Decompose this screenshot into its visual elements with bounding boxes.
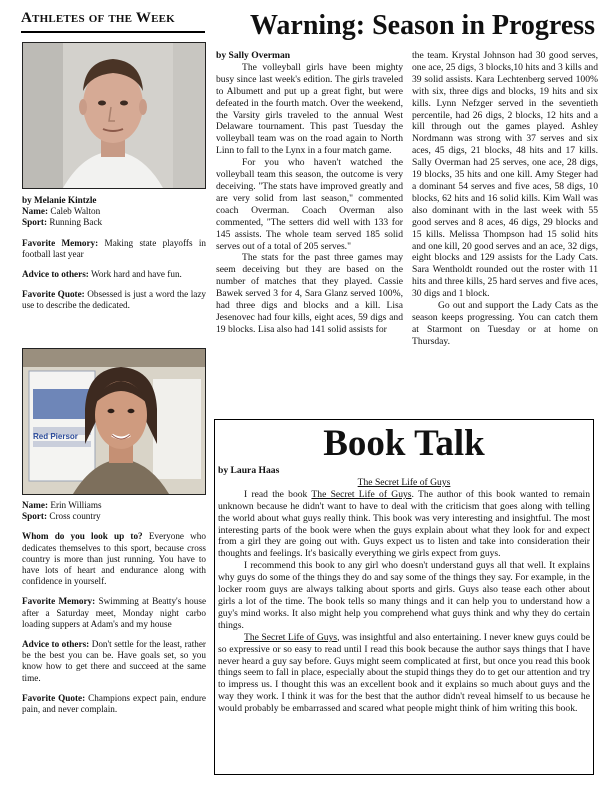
athlete1-portrait bbox=[23, 43, 205, 188]
article-headline: Warning: Season in Progress bbox=[249, 10, 596, 41]
athlete2-poster-text: Red Piersor bbox=[33, 432, 78, 441]
athlete2-sport: Sport: Cross country bbox=[22, 511, 101, 522]
athlete2-portrait bbox=[23, 349, 205, 494]
booktalk-body bbox=[218, 465, 590, 715]
athlete1-byline: by Melanie Kintzle bbox=[22, 195, 97, 205]
athlete2-advice: Advice to others: Don't settle for the least, rather be the best you can be. Have goals set, so you know how to get there and succeed at the same time. bbox=[22, 639, 206, 683]
athlete2-name: Name: Erin Williams bbox=[22, 500, 102, 510]
athlete2-photo bbox=[22, 348, 206, 495]
athlete2-info bbox=[22, 500, 206, 715]
booktalk-paragraph-2: I recommend this book to any girl who doesn't understand guys all that well. It explains why guys do some of the things they do and say some of the things they say. For example, in the locker room guys are always talking about sports and girls. Guys also tease each other about girls a lot of the time. The book tells so many things and it can help you to understand how a guy's mind works. It also might help you comprehend what guys think and why they do certain things. bbox=[218, 560, 590, 631]
article-column-2 bbox=[412, 50, 598, 348]
athlete1-info bbox=[22, 195, 206, 312]
athlete1-photo bbox=[22, 42, 206, 189]
athlete1-advice: Advice to others: Work hard and have fun. bbox=[22, 269, 182, 280]
athlete1-sport: Sport: Running Back bbox=[22, 217, 103, 228]
athlete2-lookup: Whom do you look up to? Everyone who dedicates themselves to this sport, because cross country is more than just running. You have to have lots of heart and endurance along with confidence in yourself. bbox=[22, 531, 206, 587]
athlete1-memory: Favorite Memory: Making state playoffs in football last year bbox=[22, 237, 207, 259]
booktalk-byline: by Laura Haas bbox=[218, 465, 280, 476]
article-paragraph: the team. Krystal Johnson had 30 good serves, one ace, 25 digs, 3 blocks,10 hits and 3 kills and 39 solid assists. Kara Lechtenberg served 100% with six, three digs and blocks, 19 hits and six kills. Lynn Nefzger served in the seventieth percentile, had 26 digs, 2 blocks, 12 hits and a kill through out the games played. Ashley Nordmann was strong with 37 serves and six aces, 45 digs, 21 blocks, 48 hits and 17 kills. Sally Overman had 25 serves, one ace, 28 digs, 19 blocks, 35 hits and one kill. Amy Steger had a dominant 54 serves and five aces, 58 digs, 10 blocks, 62 hits and 16 solid kills. Kim Wall was also dominant with in the last week with 55 good serves and 8 aces, 46 digs, 29 blocks and 15 kills. Melissa Thompson had 15 solid hits and one kill, 20 good serves and an ace, 32 digs, eight blocks and 129 assists for the Lady Cats. Sara Wentholdt rounded out the roster with 11 hits and three kills, 25 hard serves and five aces, 30 digs and 1 block. bbox=[412, 50, 598, 300]
article-paragraph: For you who haven't watched the volleyball team this season, the outcome is very deceiving. "The stats have improved greatly and are very solid from last season," commented coach Overman. Coach Overman also commented, "The setters did well with 133 for 145 assists. The whole team served 185 solid serves out of a total of 205 serves." bbox=[216, 157, 403, 252]
athlete2-quote: Favorite Quote: Champions expect pain, endure pain, and never complain. bbox=[22, 692, 206, 715]
article-paragraph: Go out and support the Lady Cats as the season keeps progressing. You can catch them at Starmont on Tuesday or at home on Thursday. bbox=[412, 300, 598, 347]
booktalk-title: Book Talk bbox=[323, 423, 485, 464]
booktalk-book-title-inline: The Secret Life of Guys bbox=[311, 488, 412, 500]
article-column-1 bbox=[216, 50, 403, 336]
athlete2-memory: Favorite Memory: Swimming at Beatty's house after a Saturday meet, Monday night carbo loading suppers at Adam's and my house bbox=[22, 596, 207, 629]
booktalk-paragraph-1: I read the book The Secret Life of Guys. The author of this book wanted to remain unknown because he didn't want to have to deal with the criticism that goes along with telling the world about what guys really think. This book was very interesting and insightful. The most interesting parts of the book were when the guys explain about what they look for and expect from a girl they are going out with. Guys expect us to listen and take into consideration their thoughts and feelings. It's basically everything we girls expect from guys. bbox=[218, 488, 590, 560]
booktalk-book-title-inline: The Secret Life of Guys bbox=[244, 631, 338, 643]
article-byline: by Sally Overman bbox=[216, 50, 291, 61]
article-paragraph: The volleyball girls have been mighty busy since last week's edition. The girls traveled to Albumett and put up a great fight, but were defeated in the fourth match. Over the weekend, the Varsity girls traveled to the annual West Delaware tournament. This past Tuesday the volleyball team was on the road again to North Linn to fall to the Lynx in a four match game. bbox=[216, 61, 403, 157]
article-paragraph: The stats for the past three games may seem deceiving but they are based on the number of matches that they played. Cassie Bawek served 3 for 4, Sara Glanz served 100%, had three digs and blocks and a kill. Lisa Jesenovec had four kills, eight aces, 59 digs and 19 blocks. Lisa also had 141 solid assists for bbox=[216, 252, 403, 335]
athlete1-quote: Favorite Quote: Obsessed is just a word the lazy use to describe the dedicated. bbox=[22, 289, 206, 311]
athlete1-name: Name: Caleb Walton bbox=[22, 206, 101, 217]
sidebar-title: Athletes of the Week bbox=[21, 10, 205, 33]
booktalk-paragraph-3: The Secret Life of Guys, was insightful and also entertaining. I never knew guys could be so expressive or so easy to read until I read this book because the author says things that I have never heard a guy say before. Guys might seem complicated at first, but once you read this book things seem to fall in place, especially about the stupid things they do to get our attention and try to impress us. I thought this was an excellent book and it explains so much about guys and the way they work. I think it was for the best that the author didn't reveal himself to us because he would probably be embarrassed and scared what people might think of him writing this book. bbox=[218, 631, 590, 715]
booktalk-book-title: The Secret Life of Guys bbox=[357, 476, 451, 488]
